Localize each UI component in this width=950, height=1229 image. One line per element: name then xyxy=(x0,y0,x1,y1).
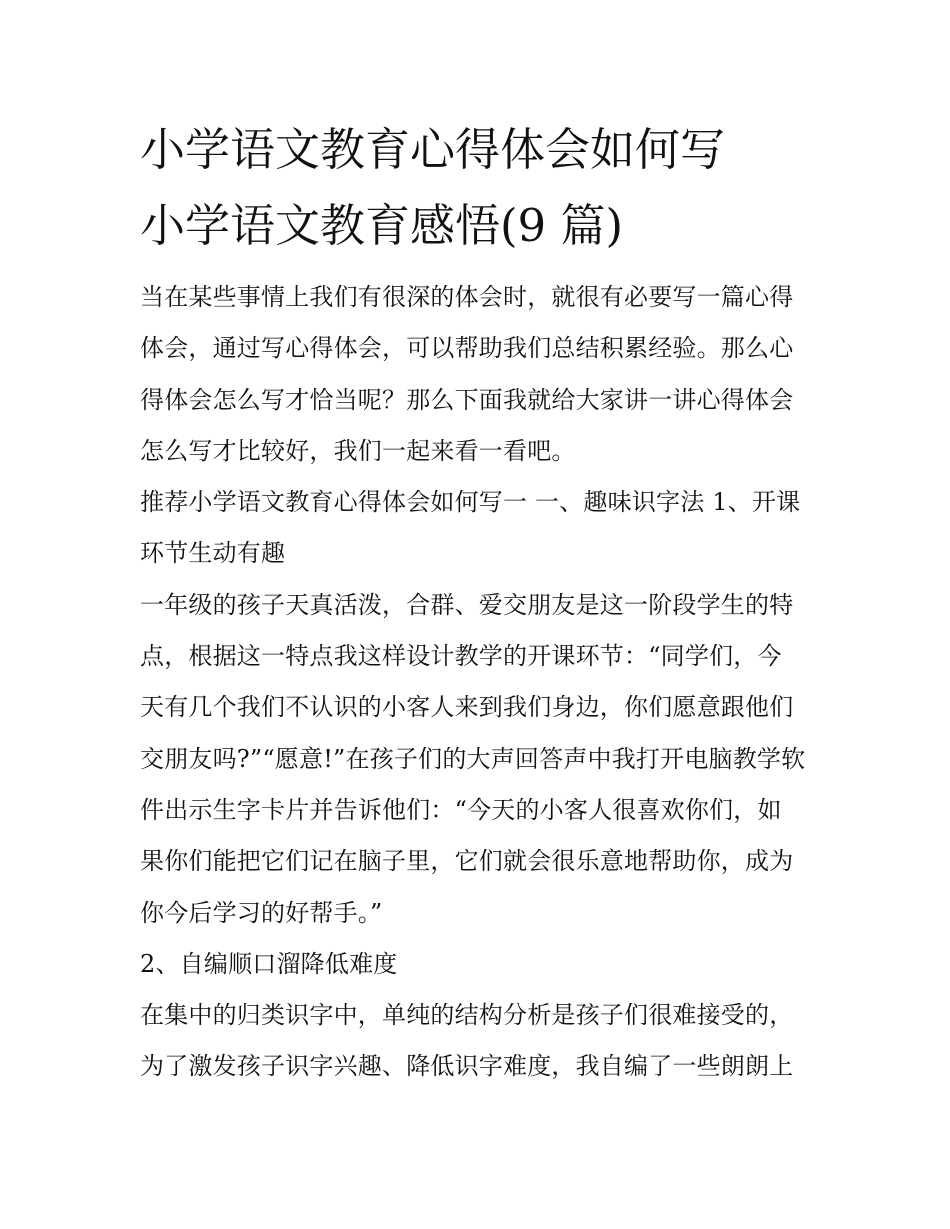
document-title xyxy=(140,112,820,264)
text-line: 点，根据这一特点我这样设计教学的开课环节：“同学们，今 xyxy=(140,642,782,671)
text-line: 2、自编顺口溜降低难度 xyxy=(140,949,398,978)
text-line: 得体会怎么写才恰当呢？那么下面我就给大家讲一讲心得体会 xyxy=(140,385,794,414)
text-line: 一年级的孩子天真活泼，合群、爱交朋友是这一阶段学生的特 xyxy=(140,590,794,619)
text-line: 怎么写才比较好，我们一起来看一看吧。 xyxy=(140,436,576,465)
paragraph-intro xyxy=(140,272,820,477)
title-line: 小学语文教育感悟(9 篇) xyxy=(140,199,624,252)
document-body xyxy=(140,272,820,1093)
text-line: 果你们能把它们记在脑子里，它们就会很乐意地帮助你，成为 xyxy=(140,847,794,876)
paragraph-subheading xyxy=(140,939,820,990)
paragraph-rhymes xyxy=(140,990,820,1093)
paragraph-section-heading xyxy=(140,477,820,580)
text-line: 交朋友吗?”“愿意!”在孩子们的大声回答声中我打开电脑教学软 xyxy=(140,744,806,773)
document-content xyxy=(140,112,820,1093)
text-line: 天有几个我们不认识的小客人来到我们身边，你们愿意跟他们 xyxy=(140,693,794,722)
text-line: 你今后学习的好帮手。” xyxy=(140,898,383,927)
text-line: 环节生动有趣 xyxy=(140,539,286,568)
text-line: 当在某些事情上我们有很深的体会时，就很有必要写一篇心得 xyxy=(140,283,794,311)
title-line: 小学语文教育心得体会如何写 xyxy=(140,123,726,176)
text-line: 为了激发孩子识字兴趣、降低识字难度，我自编了一些朗朗上 xyxy=(140,1052,794,1081)
text-line: 在集中的归类识字中，单纯的结构分析是孩子们很难接受的， xyxy=(140,1001,794,1030)
paragraph-opening xyxy=(140,580,820,939)
text-line: 推荐小学语文教育心得体会如何写一 一、趣味识字法 1、开课 xyxy=(140,488,801,517)
text-line: 件出示生字卡片并告诉他们：“今天的小客人很喜欢你们，如 xyxy=(140,795,782,824)
text-line: 体会，通过写心得体会，可以帮助我们总结积累经验。那么心 xyxy=(140,334,794,363)
